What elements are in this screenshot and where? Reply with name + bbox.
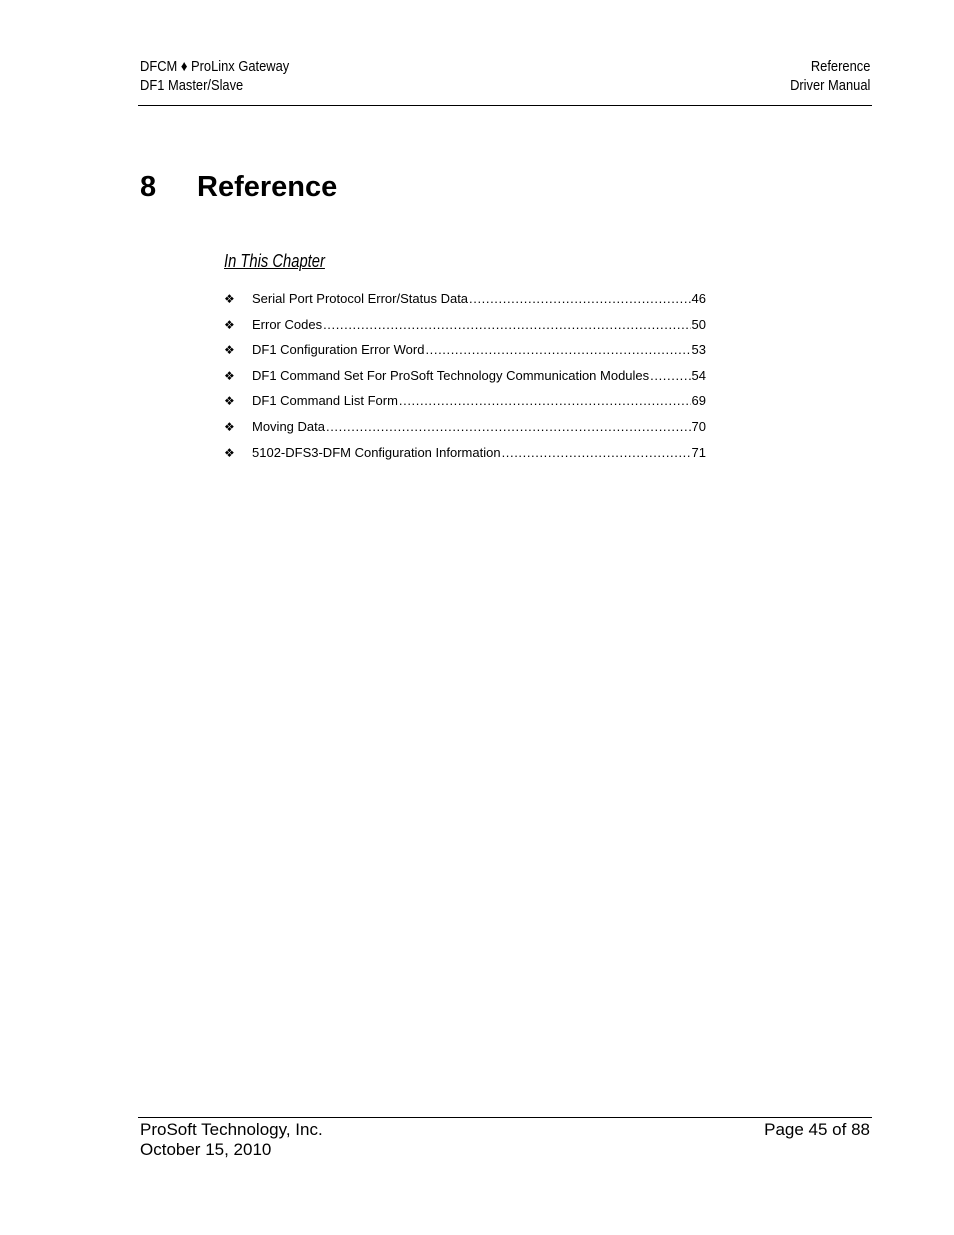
toc-item-label[interactable]: Serial Port Protocol Error/Status Data <box>252 291 469 306</box>
diamond-bullet-icon: ❖ <box>224 445 235 460</box>
diamond-bullet-icon: ❖ <box>224 292 235 306</box>
toc-leader <box>425 337 690 363</box>
toc-leader <box>469 286 691 312</box>
toc-item-label[interactable]: DF1 Command List Form <box>252 393 398 409</box>
footer-company: ProSoft Technology, Inc. <box>140 1120 323 1139</box>
toc-item-page[interactable]: 69 <box>691 393 706 409</box>
toc-item-label[interactable]: DF1 Command Set For ProSoft Technology Communication Modules <box>252 367 650 383</box>
diamond-bullet-icon: ❖ <box>224 368 235 383</box>
toc-item-page[interactable]: 71 <box>691 444 706 460</box>
toc-item-page[interactable]: 70 <box>691 418 706 434</box>
toc-item-label[interactable]: 5102-DFS3-DFM Configuration Information <box>252 444 501 460</box>
toc-item[interactable] <box>224 414 706 440</box>
toc-item-page[interactable]: 54 <box>691 367 706 383</box>
chapter-toc <box>224 286 706 465</box>
toc-leader <box>399 388 691 414</box>
toc-item[interactable] <box>224 363 706 389</box>
toc-item[interactable] <box>224 312 706 338</box>
toc-leader <box>502 440 691 466</box>
diamond-bullet-icon: ❖ <box>224 419 235 434</box>
diamond-bullet-icon: ❖ <box>224 317 235 332</box>
toc-item-label[interactable]: Error Codes <box>252 316 323 332</box>
footer-date: October 15, 2010 <box>140 1139 272 1159</box>
header-section: Reference <box>810 58 870 75</box>
toc-item-label[interactable]: DF1 Configuration Error Word <box>252 342 425 358</box>
toc-leader <box>650 363 690 389</box>
in-this-chapter-heading: In This Chapter <box>224 251 325 271</box>
toc-item[interactable] <box>224 388 706 414</box>
toc-item-page[interactable]: 53 <box>691 342 706 358</box>
chapter-title: Reference <box>197 171 338 203</box>
header-product: DFCM ♦ ProLinx Gateway <box>140 58 290 75</box>
footer-page-number: Page 45 of 88 <box>764 1120 870 1139</box>
toc-leader <box>326 414 691 440</box>
header-right <box>790 57 870 95</box>
footer-left <box>140 1120 323 1159</box>
diamond-bullet-icon: ❖ <box>224 394 235 409</box>
toc-item-label[interactable]: Moving Data <box>252 418 325 434</box>
toc-leader <box>323 312 690 338</box>
diamond-bullet-icon: ❖ <box>224 343 235 358</box>
toc-item-page[interactable]: 50 <box>691 316 706 332</box>
header-manual: Driver Manual <box>789 77 870 94</box>
chapter-heading <box>140 168 337 206</box>
toc-item[interactable] <box>224 286 706 312</box>
chapter-number: 8 <box>140 171 157 203</box>
header-subtitle: DF1 Master/Slave <box>140 77 244 94</box>
toc-item-page[interactable]: 46 <box>691 291 706 306</box>
page-footer <box>138 1117 872 1162</box>
toc-item[interactable] <box>224 440 706 466</box>
toc-item[interactable] <box>224 337 706 363</box>
page-header <box>138 57 872 106</box>
header-left <box>140 57 289 95</box>
